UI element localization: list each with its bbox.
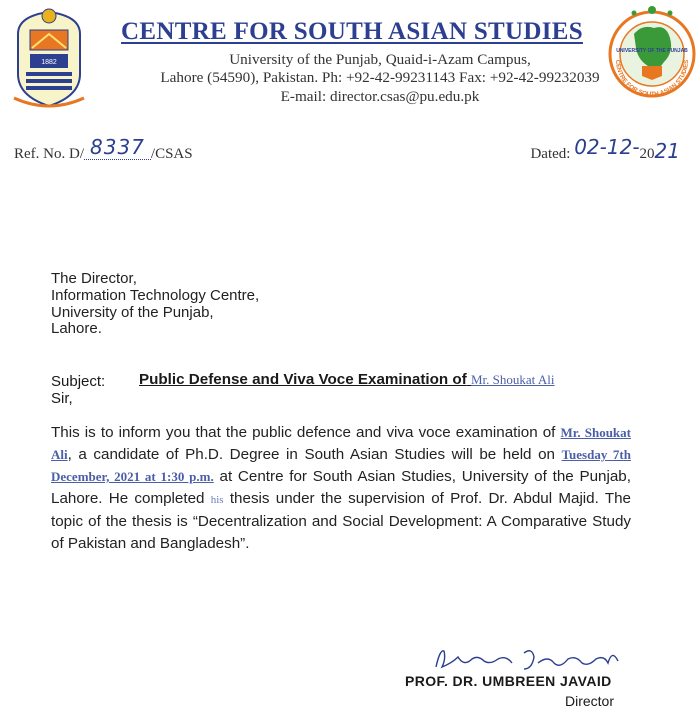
date-handwritten: 02-12- [574,135,640,159]
address-line-1: University of the Punjab, Quaid-i-Azam Campus, [229,51,531,68]
date-label: Dated: [530,146,571,162]
recipient-line-2: Information Technology Centre, [51,287,260,304]
reference-number [14,135,193,163]
year-printed: 20 [639,146,655,162]
right-logo-text: UNIVERSITY OF THE PUNJAB [616,48,688,54]
letter-date [530,135,680,163]
pronoun: his [210,494,224,506]
body-part-2: , a candidate of Ph.D. Degree in South Asian Studies will be held on [67,446,555,463]
subject-candidate-name: Mr. Shoukat Ali [471,372,555,387]
candidate-name: Mr. Shoukat Ali [51,425,631,462]
signatory-name: PROF. DR. UMBREEN JAVAID [405,673,612,689]
right-logo-ring-text: CENTRE FOR SOUTH ASIAN STUDIES [613,59,691,99]
signatory-title: Director [565,693,615,709]
body-part-3: at Centre for South Asian Studies, University of the Punjab, Lahore. He completed [51,468,631,507]
year-handwritten: 21 [654,139,680,163]
subject-label: Subject: [51,373,106,390]
body-part-4: thesis under the supervision of Prof. Dr. Abdul Majid. The topic of the thesis is “Decentralization and Social Development: A Comparative Study of Pakistan and Bangladesh”. [51,490,631,552]
handwritten-signature [428,645,648,675]
email-line: E-mail: director.csas@pu.edu.pk [280,88,480,105]
signature-text: Umbreen Javaid [428,645,435,646]
address-line-2: Lahore (54590), Pakistan. Ph: +92-42-99231143 Fax: +92-42-99232039 [160,69,600,86]
recipient-line-3: University of the Punjab, [51,304,214,321]
subject-title: Public Defense and Viva Voce Examination of [139,371,467,388]
subject-text [139,371,554,388]
body-part-1: This is to inform you that the public defence and viva voce examination of [51,424,556,441]
org-name-heading: CENTRE FOR SOUTH ASIAN STUDIES [121,18,583,45]
recipient-line-4: Lahore. [51,320,102,337]
ref-suffix: /CSAS [150,146,193,162]
recipient-line-1: The Director, [51,270,137,287]
ref-number-handwritten: 8337 [84,135,151,160]
ref-prefix: Ref. No. D/ [14,146,84,162]
salutation: Sir, [51,390,73,407]
logo-year: 1882 [41,59,57,66]
exam-date: Tuesday 7th December, 2021 at 1:30 p.m. [51,447,631,484]
body-paragraph [51,422,631,555]
